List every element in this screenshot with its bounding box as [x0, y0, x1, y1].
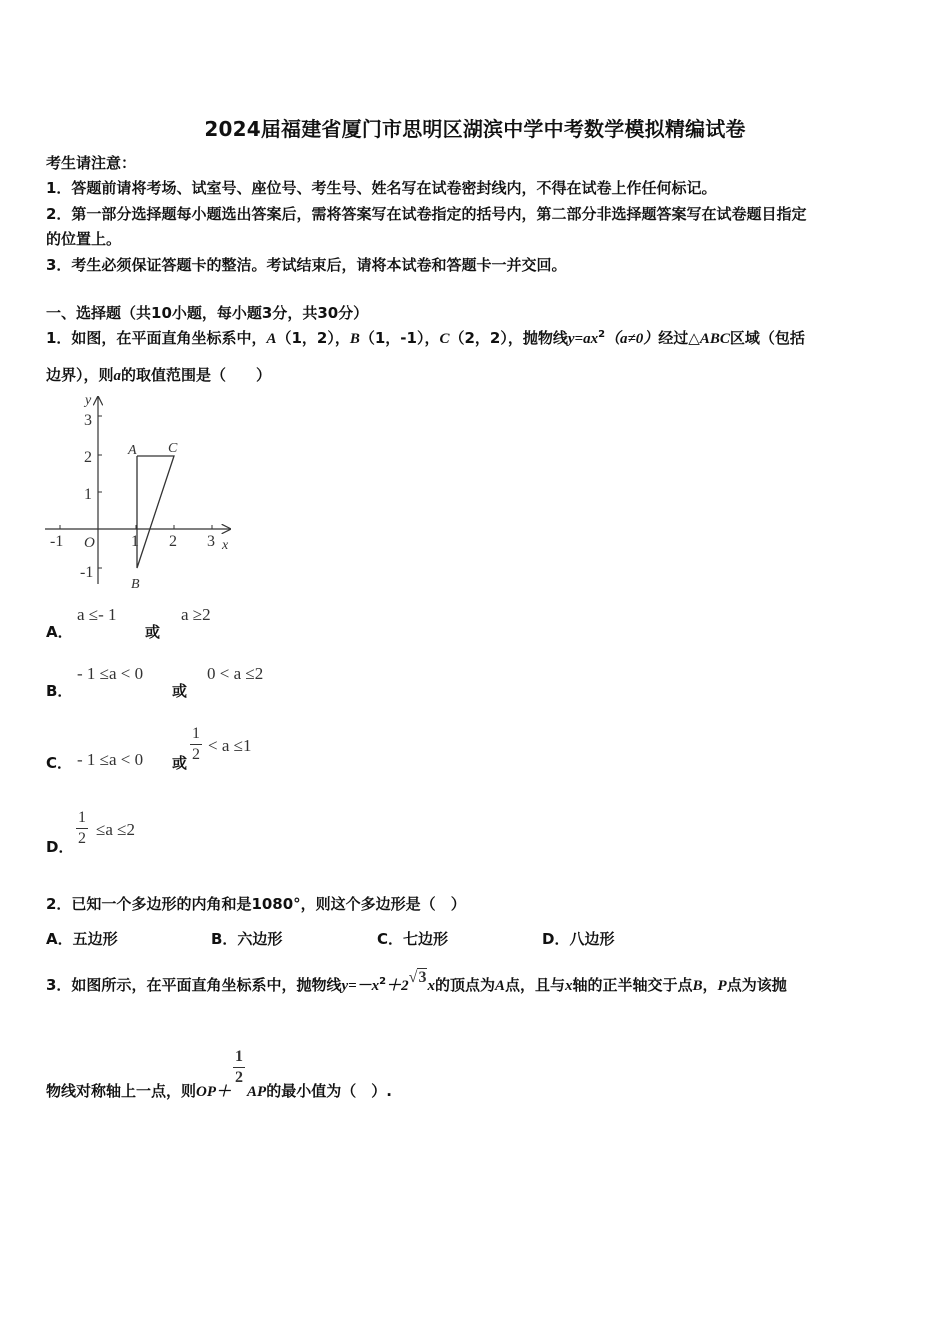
q3-p4: 轴的正半轴交于点: [572, 976, 693, 994]
q3-point-p: P: [717, 978, 727, 994]
notice-item-2-cont: 的位置上。: [46, 230, 122, 248]
q3-line2b: 的最小值为（ ）.: [266, 1082, 392, 1100]
q3-var-x2: x: [564, 978, 573, 994]
x-tick-2: 2: [169, 533, 177, 550]
q1-option-d-right: ≤a ≤2: [96, 820, 135, 839]
q3-sqrt: √3: [408, 969, 427, 986]
q1-option-b-or: 或: [172, 682, 188, 700]
q1-option-c-left: - 1 ≤a < 0: [77, 750, 144, 769]
q3-plus: ＋2: [386, 978, 409, 994]
frac-num: 1: [233, 1049, 245, 1068]
q1-point-c: C: [439, 331, 450, 347]
q1-option-a-label: A．: [46, 623, 73, 641]
point-c-label: C: [168, 441, 178, 456]
q3-point-b: B: [692, 978, 703, 994]
q1-option-c-right: < a ≤1: [208, 736, 252, 755]
q1-stem-line1: [46, 327, 805, 348]
q1-point-a: A: [266, 331, 277, 347]
q3-p5: ，: [702, 976, 718, 994]
q1-point-b: B: [349, 331, 360, 347]
q3-plus2: ＋: [216, 1084, 232, 1100]
q1-option-b-right: 0 < a ≤2: [207, 664, 264, 683]
q1-c-coord: （2，2），抛物线: [449, 329, 568, 347]
frac-den: 2: [78, 830, 86, 847]
q2-stem: 2．已知一个多边形的内角和是1080°，则这个多边形是（ ）: [46, 895, 466, 913]
q1-coordinate-graph: [40, 392, 240, 592]
notice-item-2: 2．第一部分选择题每小题选出答案后，需将答案写在试卷指定的括号内，第二部分非选择题答案写在试卷题目指定: [46, 205, 807, 223]
origin-label: O: [84, 535, 95, 551]
q1-stem-line2: [46, 364, 271, 385]
x-tick-neg1: -1: [50, 533, 64, 550]
q1-var-a: a: [113, 368, 122, 384]
q3-exponent: 2: [379, 976, 387, 987]
x-tick-1: 1: [131, 533, 139, 550]
q1-option-c-or: 或: [172, 754, 188, 772]
page-title: 2024届福建省厦门市思明区湖滨中学中考数学模拟精编试卷: [204, 117, 746, 141]
q3-stem-line2: [46, 1048, 392, 1100]
q1-option-a-left: a ≤- 1: [77, 605, 117, 624]
x-tick-3: 3: [207, 533, 215, 550]
q2-option-c: C．七边形: [377, 930, 449, 948]
section-heading: 一、选择题（共10小题，每小题3分，共30分）: [46, 304, 369, 322]
notice-item-3: 3．考生必须保证答题卡的整洁。考试结束后，请将本试卷和答题卡一并交回。: [46, 256, 567, 274]
q3-p3: 点，且与: [504, 976, 565, 994]
q1-prefix: 1．如图，在平面直角坐标系中，: [46, 329, 267, 347]
notice-item-1: 1．答题前请将考场、试室号、座位号、考生号、姓名写在试卷密封线内，不得在试卷上作任何标记。: [46, 179, 717, 197]
q3-var-x: x: [427, 978, 435, 994]
q3-ap: AP: [247, 1084, 267, 1100]
y-tick-2: 2: [84, 449, 92, 466]
y-tick-neg1: -1: [80, 564, 94, 581]
q3-stem-line1: [46, 969, 787, 995]
q3-p1: 3．如图所示，在平面直角坐标系中，抛物线: [46, 976, 342, 994]
point-a-label: A: [128, 443, 137, 458]
frac-num: 1: [76, 810, 88, 829]
q3-p6: 点为该抛: [726, 976, 787, 994]
y-tick-1: 1: [84, 486, 92, 503]
notice-heading: 考生请注意：: [46, 154, 137, 172]
q3-fraction: [233, 1049, 245, 1086]
q1-option-b-label: B．: [46, 682, 73, 700]
q1-triangle: ABC: [699, 331, 730, 347]
q2-option-d: D．八边形: [542, 930, 615, 948]
frac-num: 1: [190, 726, 202, 745]
frac-den: 2: [235, 1069, 244, 1086]
y-axis-label: y: [85, 393, 92, 408]
q1-after: 经过△: [658, 329, 700, 347]
point-b-label: B: [131, 577, 140, 592]
q1-option-d-fraction: [76, 810, 88, 847]
q1-a-coord: （1，2），: [276, 329, 350, 347]
q1-line2a: 边界），则: [46, 366, 114, 384]
q1-option-d-label: D．: [46, 838, 74, 856]
x-axis-label: x: [222, 538, 229, 553]
q1-b-coord: （1，-1），: [359, 329, 440, 347]
frac-den: 2: [192, 746, 200, 763]
q1-option-c-label: C．: [46, 754, 73, 772]
q1-tail: 区域（包括: [729, 329, 805, 347]
q1-equation: y=ax: [567, 331, 599, 347]
q1-line2b: 的取值范围是（ ）: [121, 366, 272, 384]
q2-option-a: A．五边形: [46, 930, 118, 948]
q3-op: OP: [196, 1084, 217, 1100]
y-tick-3: 3: [84, 412, 92, 429]
q3-p2: 的顶点为: [434, 976, 495, 994]
q1-option-b-left: - 1 ≤a < 0: [77, 664, 144, 683]
q1-option-a-or: 或: [145, 623, 161, 641]
q3-point-a: A: [494, 978, 505, 994]
q3-line2a: 物线对称轴上一点，则: [46, 1082, 197, 1100]
q2-option-b: B．六边形: [211, 930, 283, 948]
q1-option-a-right: a ≥2: [181, 605, 211, 624]
q3-equation: y=－x: [341, 978, 380, 994]
q1-condition: （a≠0）: [605, 331, 659, 347]
q1-exponent: 2: [598, 329, 606, 340]
q3-sqrt-value: 3: [418, 969, 427, 986]
q1-option-c-fraction: [190, 726, 202, 763]
triangle-abc: [137, 456, 174, 568]
